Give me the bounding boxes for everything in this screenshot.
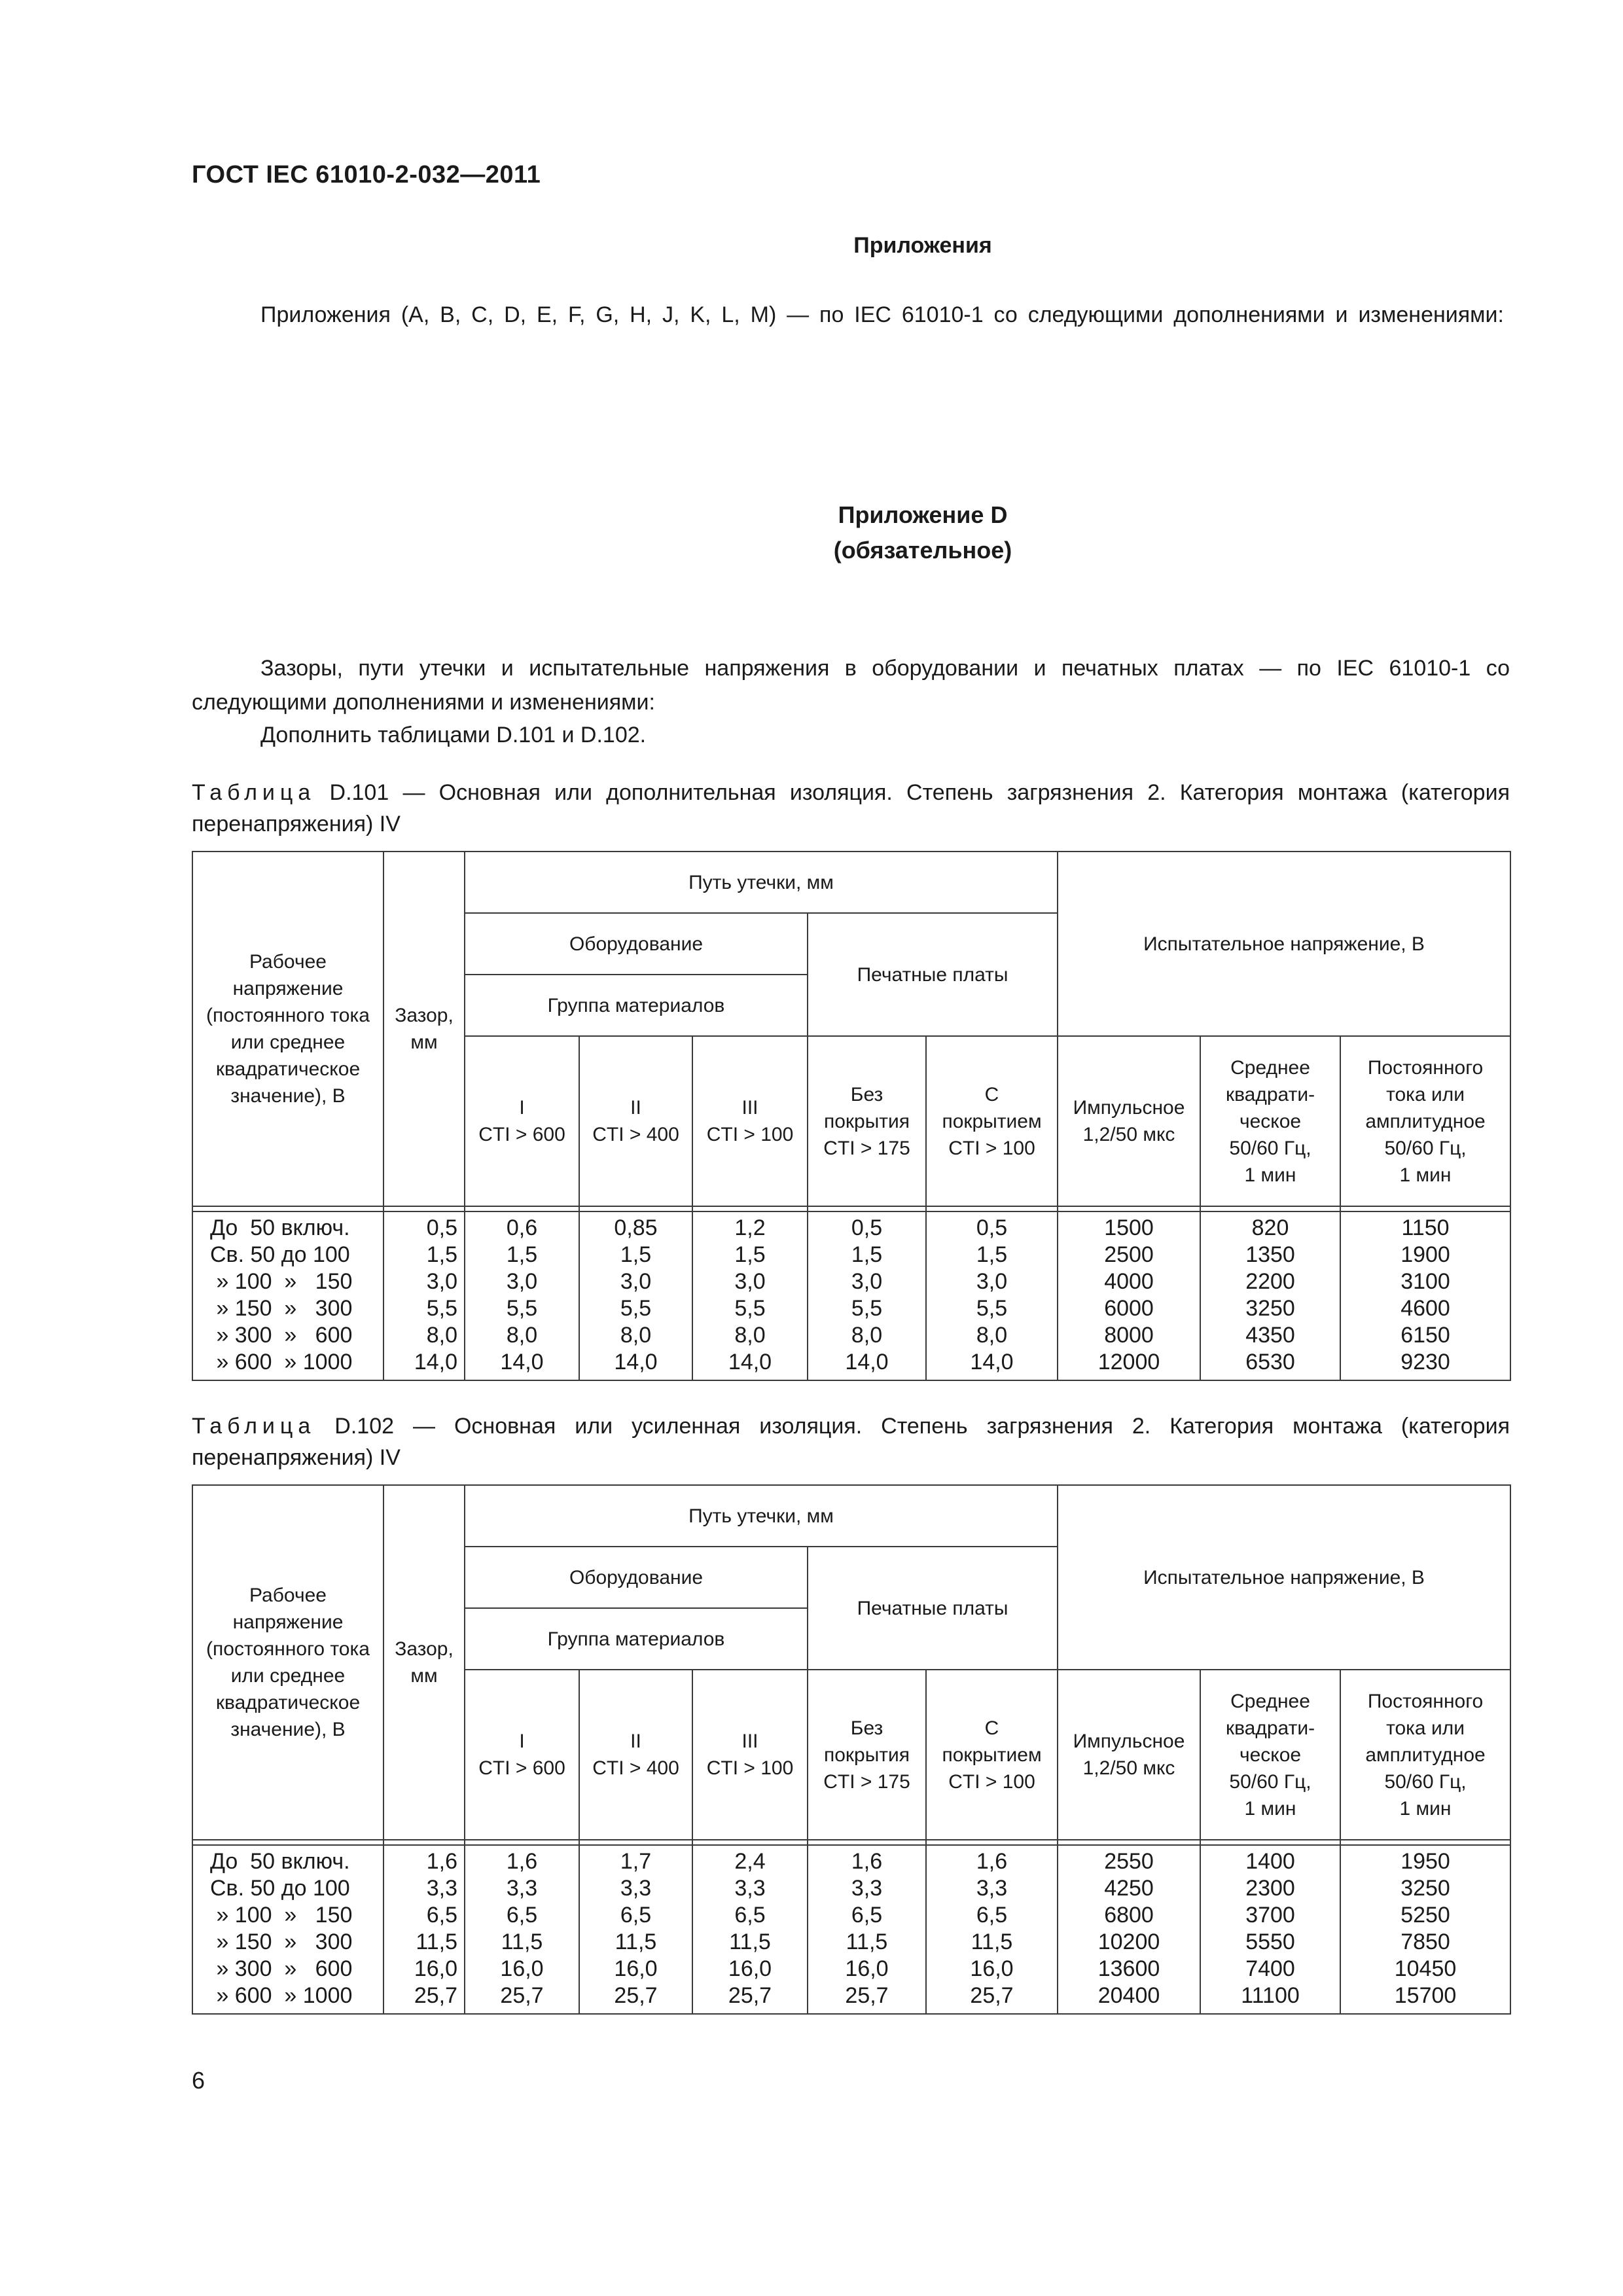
table-cell: 8,0	[926, 1322, 1058, 1349]
annex-d-addition: Дополнить таблицами D.101 и D.102.	[260, 723, 647, 747]
table-cell: 4350	[1200, 1322, 1340, 1349]
table-cell: 6,5	[926, 1902, 1058, 1929]
voltage-range-cell: До 50 включ.	[192, 1845, 383, 1875]
table-row	[192, 1845, 1510, 1875]
table-caption-text: D.101 — Основная или дополнительная изоляция. Степень загрязнения 2. Категория монтажа (категория перенапряжения) IV	[192, 780, 1510, 836]
table-cell: 14,0	[808, 1349, 926, 1380]
table-cell: 11,5	[808, 1929, 926, 1956]
table-cell: 14,0	[926, 1349, 1058, 1380]
table-cell: 15700	[1340, 1982, 1510, 2014]
table-cell: 1,5	[692, 1242, 808, 1268]
table-cell: 5250	[1340, 1902, 1510, 1929]
table-cell: 6,5	[692, 1902, 808, 1929]
table-cell: 7850	[1340, 1929, 1510, 1956]
header-dc-peak: Постоянного тока или амплитудное 50/60 Гц, 1 мин	[1340, 1036, 1510, 1206]
table-cell: 1400	[1200, 1845, 1340, 1875]
table-cell: 16,0	[926, 1956, 1058, 1982]
table-cell: 3,3	[926, 1875, 1058, 1902]
table-header	[192, 1485, 1510, 1845]
header-pcb-uncoated: Без покрытия CTI > 175	[808, 1036, 926, 1206]
table-cell: 11,5	[579, 1929, 692, 1956]
table-cell: 5,5	[579, 1295, 692, 1322]
table-cell: 8,0	[383, 1322, 465, 1349]
table-cell: 8,0	[465, 1322, 579, 1349]
table-cell: 14,0	[383, 1349, 465, 1380]
table-cell: 6530	[1200, 1349, 1340, 1380]
header-test-voltage: Испытательное напряжение, В	[1058, 1485, 1510, 1670]
voltage-range-cell: Св. 50 до 100	[192, 1242, 383, 1268]
table-cell: 3100	[1340, 1268, 1510, 1295]
table-cell: 13600	[1058, 1956, 1200, 1982]
header-working-voltage: Рабочее напряжение (постоянного тока или среднее квадратическое значение), В	[192, 1485, 383, 1840]
table-row	[192, 1929, 1510, 1956]
table-cell: 16,0	[808, 1956, 926, 1982]
header-pcb: Печатные платы	[808, 913, 1058, 1036]
header-pcb-coated: С покрытием CTI > 100	[926, 1670, 1058, 1840]
table-cell: 3,3	[808, 1875, 926, 1902]
table-cell: 1,7	[579, 1845, 692, 1875]
table-cell: 3,0	[465, 1268, 579, 1295]
table-cell: 3,3	[692, 1875, 808, 1902]
table-body	[192, 1211, 1510, 1380]
table-row	[192, 1322, 1510, 1349]
table-cell: 11100	[1200, 1982, 1340, 2014]
table-cell: 6,5	[465, 1902, 579, 1929]
table-row	[192, 1268, 1510, 1295]
header-creepage: Путь утечки, мм	[465, 1485, 1058, 1547]
header-working-voltage: Рабочее напряжение (постоянного тока или среднее квадратическое значение), В	[192, 852, 383, 1206]
table-cell: 11,5	[383, 1929, 465, 1956]
table-cell: 6800	[1058, 1902, 1200, 1929]
table-cell: 1,6	[465, 1845, 579, 1875]
header-clearance: Зазор, мм	[383, 1485, 465, 1840]
table-cell: 5,5	[383, 1295, 465, 1322]
table-cell: 1,6	[808, 1845, 926, 1875]
header-equipment: Оборудование	[465, 1547, 808, 1608]
table-cell: 25,7	[808, 1982, 926, 2014]
table-cell: 25,7	[579, 1982, 692, 2014]
header-rms: Среднее квадрати- ческое 50/60 Гц, 1 мин	[1200, 1670, 1340, 1840]
table-cell: 16,0	[579, 1956, 692, 1982]
table-cell: 0,5	[383, 1211, 465, 1242]
table-caption-prefix: Таблица	[192, 1414, 316, 1439]
table-cell: 20400	[1058, 1982, 1200, 2014]
annex-d-paragraph: Зазоры, пути утечки и испытательные напряжения в оборудовании и печатных платах — по IEC 61010-1 со следующими дополнениями и изменениями:	[192, 656, 1510, 715]
table-cell: 0,5	[808, 1211, 926, 1242]
header-group-2: II CTI > 400	[579, 1036, 692, 1206]
table-cell: 10450	[1340, 1956, 1510, 1982]
table-cell: 5550	[1200, 1929, 1340, 1956]
table-cell: 14,0	[465, 1349, 579, 1380]
table-cell: 1,2	[692, 1211, 808, 1242]
header-rms: Среднее квадрати- ческое 50/60 Гц, 1 мин	[1200, 1036, 1340, 1206]
header-pcb-uncoated: Без покрытия CTI > 175	[808, 1670, 926, 1840]
table-cell: 1,5	[465, 1242, 579, 1268]
table-cell: 5,5	[465, 1295, 579, 1322]
voltage-range-cell: » 100 » 150	[192, 1268, 383, 1295]
header-pcb-coated: С покрытием CTI > 100	[926, 1036, 1058, 1206]
table-cell: 11,5	[926, 1929, 1058, 1956]
table-cell: 2200	[1200, 1268, 1340, 1295]
table-cell: 1,6	[383, 1845, 465, 1875]
header-group-3: III CTI > 100	[692, 1670, 808, 1840]
table-header	[192, 852, 1510, 1211]
table-cell: 25,7	[383, 1982, 465, 2014]
table-cell: 25,7	[926, 1982, 1058, 2014]
annexes-text: Приложения (A, B, C, D, E, F, G, H, J, K, L, M) — по IEC 61010-1 со следующими дополнениями и изменениями:	[260, 302, 1504, 327]
table-cell: 11,5	[692, 1929, 808, 1956]
table-cell: 6,5	[383, 1902, 465, 1929]
annex-d-title: Приложение D	[838, 501, 1008, 528]
annex-d-subtitle: (обязательное)	[833, 537, 1012, 564]
table-row	[192, 1242, 1510, 1268]
table-cell: 8000	[1058, 1322, 1200, 1349]
table-cell: 8,0	[808, 1322, 926, 1349]
table-cell: 9230	[1340, 1349, 1510, 1380]
voltage-range-cell: » 150 » 300	[192, 1295, 383, 1322]
table-cell: 1900	[1340, 1242, 1510, 1268]
table-row	[192, 1875, 1510, 1902]
table-cell: 3,0	[926, 1268, 1058, 1295]
table-cell: 5,5	[926, 1295, 1058, 1322]
page-number: 6	[192, 2067, 205, 2094]
table-cell: 1950	[1340, 1845, 1510, 1875]
table-cell: 3,3	[579, 1875, 692, 1902]
table-caption	[192, 777, 1510, 840]
voltage-range-cell: Св. 50 до 100	[192, 1875, 383, 1902]
header-pcb: Печатные платы	[808, 1547, 1058, 1670]
header-group-1: I CTI > 600	[465, 1670, 579, 1840]
table-cell: 1150	[1340, 1211, 1510, 1242]
table-cell: 2300	[1200, 1875, 1340, 1902]
table-cell: 6,5	[579, 1902, 692, 1929]
table-cell: 3,0	[692, 1268, 808, 1295]
table-cell: 8,0	[579, 1322, 692, 1349]
table-cell: 10200	[1058, 1929, 1200, 1956]
table-cell: 5,5	[692, 1295, 808, 1322]
header-clearance: Зазор, мм	[383, 852, 465, 1206]
annex-d-heading	[0, 497, 1623, 568]
table-cell: 16,0	[465, 1956, 579, 1982]
table-cell: 25,7	[465, 1982, 579, 2014]
table-cell: 3,0	[808, 1268, 926, 1295]
table-body	[192, 1845, 1510, 2014]
table-caption-prefix: Таблица	[192, 780, 316, 805]
table-cell: 14,0	[579, 1349, 692, 1380]
table-cell: 7400	[1200, 1956, 1340, 1982]
table-cell: 2,4	[692, 1845, 808, 1875]
header-test-voltage: Испытательное напряжение, В	[1058, 852, 1510, 1036]
data-table-d101	[192, 851, 1511, 1381]
table-row	[192, 1295, 1510, 1322]
table-cell: 3,3	[383, 1875, 465, 1902]
table-cell: 1,5	[383, 1242, 465, 1268]
table-cell: 3250	[1340, 1875, 1510, 1902]
table-cell: 14,0	[692, 1349, 808, 1380]
header-impulse: Импульсное 1,2/50 мкс	[1058, 1036, 1200, 1206]
voltage-range-cell: » 100 » 150	[192, 1902, 383, 1929]
table-cell: 0,85	[579, 1211, 692, 1242]
voltage-range-cell: » 300 » 600	[192, 1956, 383, 1982]
voltage-range-cell: » 150 » 300	[192, 1929, 383, 1956]
table-cell: 0,6	[465, 1211, 579, 1242]
table-cell: 3,0	[383, 1268, 465, 1295]
data-table-d102	[192, 1484, 1511, 2015]
table-cell: 3700	[1200, 1902, 1340, 1929]
table-row	[192, 1982, 1510, 2014]
table-cell: 0,5	[926, 1211, 1058, 1242]
table-cell: 16,0	[692, 1956, 808, 1982]
table-cell: 2550	[1058, 1845, 1200, 1875]
table-cell: 3,0	[579, 1268, 692, 1295]
voltage-range-cell: » 300 » 600	[192, 1322, 383, 1349]
header-group-1: I CTI > 600	[465, 1036, 579, 1206]
table-caption	[192, 1410, 1510, 1473]
table-cell: 16,0	[383, 1956, 465, 1982]
table-row	[192, 1956, 1510, 1982]
table-cell: 6,5	[808, 1902, 926, 1929]
table-cell: 25,7	[692, 1982, 808, 2014]
table-cell: 1,5	[808, 1242, 926, 1268]
header-material-group: Группа материалов	[465, 975, 808, 1036]
table-cell: 1350	[1200, 1242, 1340, 1268]
header-group-2: II CTI > 400	[579, 1670, 692, 1840]
table-cell: 1,6	[926, 1845, 1058, 1875]
table-cell: 1,5	[926, 1242, 1058, 1268]
table-cell: 4600	[1340, 1295, 1510, 1322]
voltage-range-cell: » 600 » 1000	[192, 1982, 383, 2014]
header-impulse: Импульсное 1,2/50 мкс	[1058, 1670, 1200, 1840]
annexes-title: Приложения	[853, 233, 992, 258]
header-material-group: Группа материалов	[465, 1608, 808, 1670]
table-cell: 8,0	[692, 1322, 808, 1349]
table-cell: 1,5	[579, 1242, 692, 1268]
header-equipment: Оборудование	[465, 913, 808, 975]
table-caption-text: D.102 — Основная или усиленная изоляция. Степень загрязнения 2. Категория монтажа (категория перенапряжения) IV	[192, 1414, 1510, 1470]
table-cell: 6000	[1058, 1295, 1200, 1322]
table-cell: 1500	[1058, 1211, 1200, 1242]
table-cell: 6150	[1340, 1322, 1510, 1349]
table-cell: 3250	[1200, 1295, 1340, 1322]
table-cell: 4000	[1058, 1268, 1200, 1295]
table-row	[192, 1349, 1510, 1380]
table-cell: 820	[1200, 1211, 1340, 1242]
table-cell: 2500	[1058, 1242, 1200, 1268]
document-code: ГОСТ IEC 61010-2-032—2011	[192, 161, 541, 188]
header-creepage: Путь утечки, мм	[465, 852, 1058, 913]
header-dc-peak: Постоянного тока или амплитудное 50/60 Гц, 1 мин	[1340, 1670, 1510, 1840]
table-row	[192, 1902, 1510, 1929]
table-cell: 4250	[1058, 1875, 1200, 1902]
voltage-range-cell: » 600 » 1000	[192, 1349, 383, 1380]
table-cell: 12000	[1058, 1349, 1200, 1380]
header-group-3: III CTI > 100	[692, 1036, 808, 1206]
table-cell: 5,5	[808, 1295, 926, 1322]
table-row	[192, 1211, 1510, 1242]
table-cell: 11,5	[465, 1929, 579, 1956]
table-cell: 3,3	[465, 1875, 579, 1902]
voltage-range-cell: До 50 включ.	[192, 1211, 383, 1242]
